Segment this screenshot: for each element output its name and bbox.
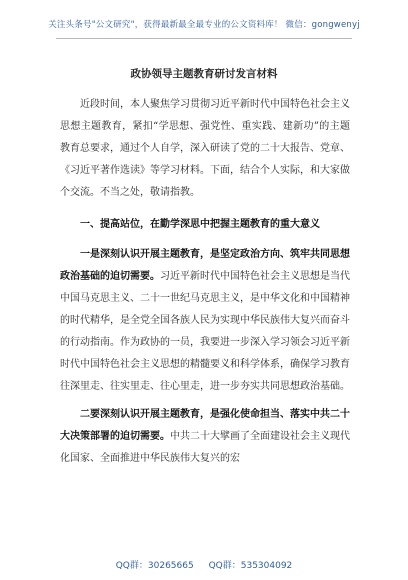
point-2-body: 中共二十大擘画了全面建设社会主义现代化国家、全面推进中华民族伟大复兴的宏 <box>60 431 350 464</box>
footer-qq-group-2: QQ群：535304092 <box>208 561 293 571</box>
footer <box>0 558 408 571</box>
point-2-lead: 二要深刻认识开展主题教育，是强化使命担当、落实中共二十大决策部署的迫切需要。 <box>60 409 350 442</box>
header-note: 关注头条号"公文研究"，获得最新最全最专业的公文资料库！ 微信：gongwenyj <box>48 20 360 30</box>
point-1-lead: 一是深刻认识开展主题教育，是坚定政治方向、筑牢共同思想政治基础的迫切需要。 <box>60 249 350 282</box>
header-divider <box>56 38 352 39</box>
intro-paragraph: 近段时间，本人聚焦学习贯彻习近平新时代中国特色社会主义思想主题教育，紧扣“学思想、强党性、重实践、建新功”的主题教育总要求，通过个人自学，深入研读了党的二十大报告、党章、《习近平著作选读》等学习材料。下面，结合个人实际，和大家做个交流。不当之处，敬请指教。 <box>60 99 350 198</box>
document-title: 政协领导主题教育研讨发言材料 <box>130 68 278 80</box>
point-1-paragraph <box>60 244 350 398</box>
point-2-paragraph <box>60 404 350 470</box>
footer-qq-group-1: QQ群：30265665 <box>115 561 194 571</box>
document-body <box>60 94 350 470</box>
section-1-heading: 一、提高站位，在勤学深思中把握主题教育的重大意义 <box>80 219 320 230</box>
point-1-body: 习近平新时代中国特色社会主义思想是当代中国马克思主义、二十一世纪马克思主义，是中华文化和中国精神的时代精华，是全党全国各族人民为实现中华民族伟大复兴而奋斗的行动指南。作为政协的一员，我要进一步深入学习领会习近平新时代中国特色社会主义思想的精髓要义和科学体系，确保学习教育往深里走、往实里走、往心里走，进一步夯实共同思想政治基础。 <box>60 271 350 392</box>
